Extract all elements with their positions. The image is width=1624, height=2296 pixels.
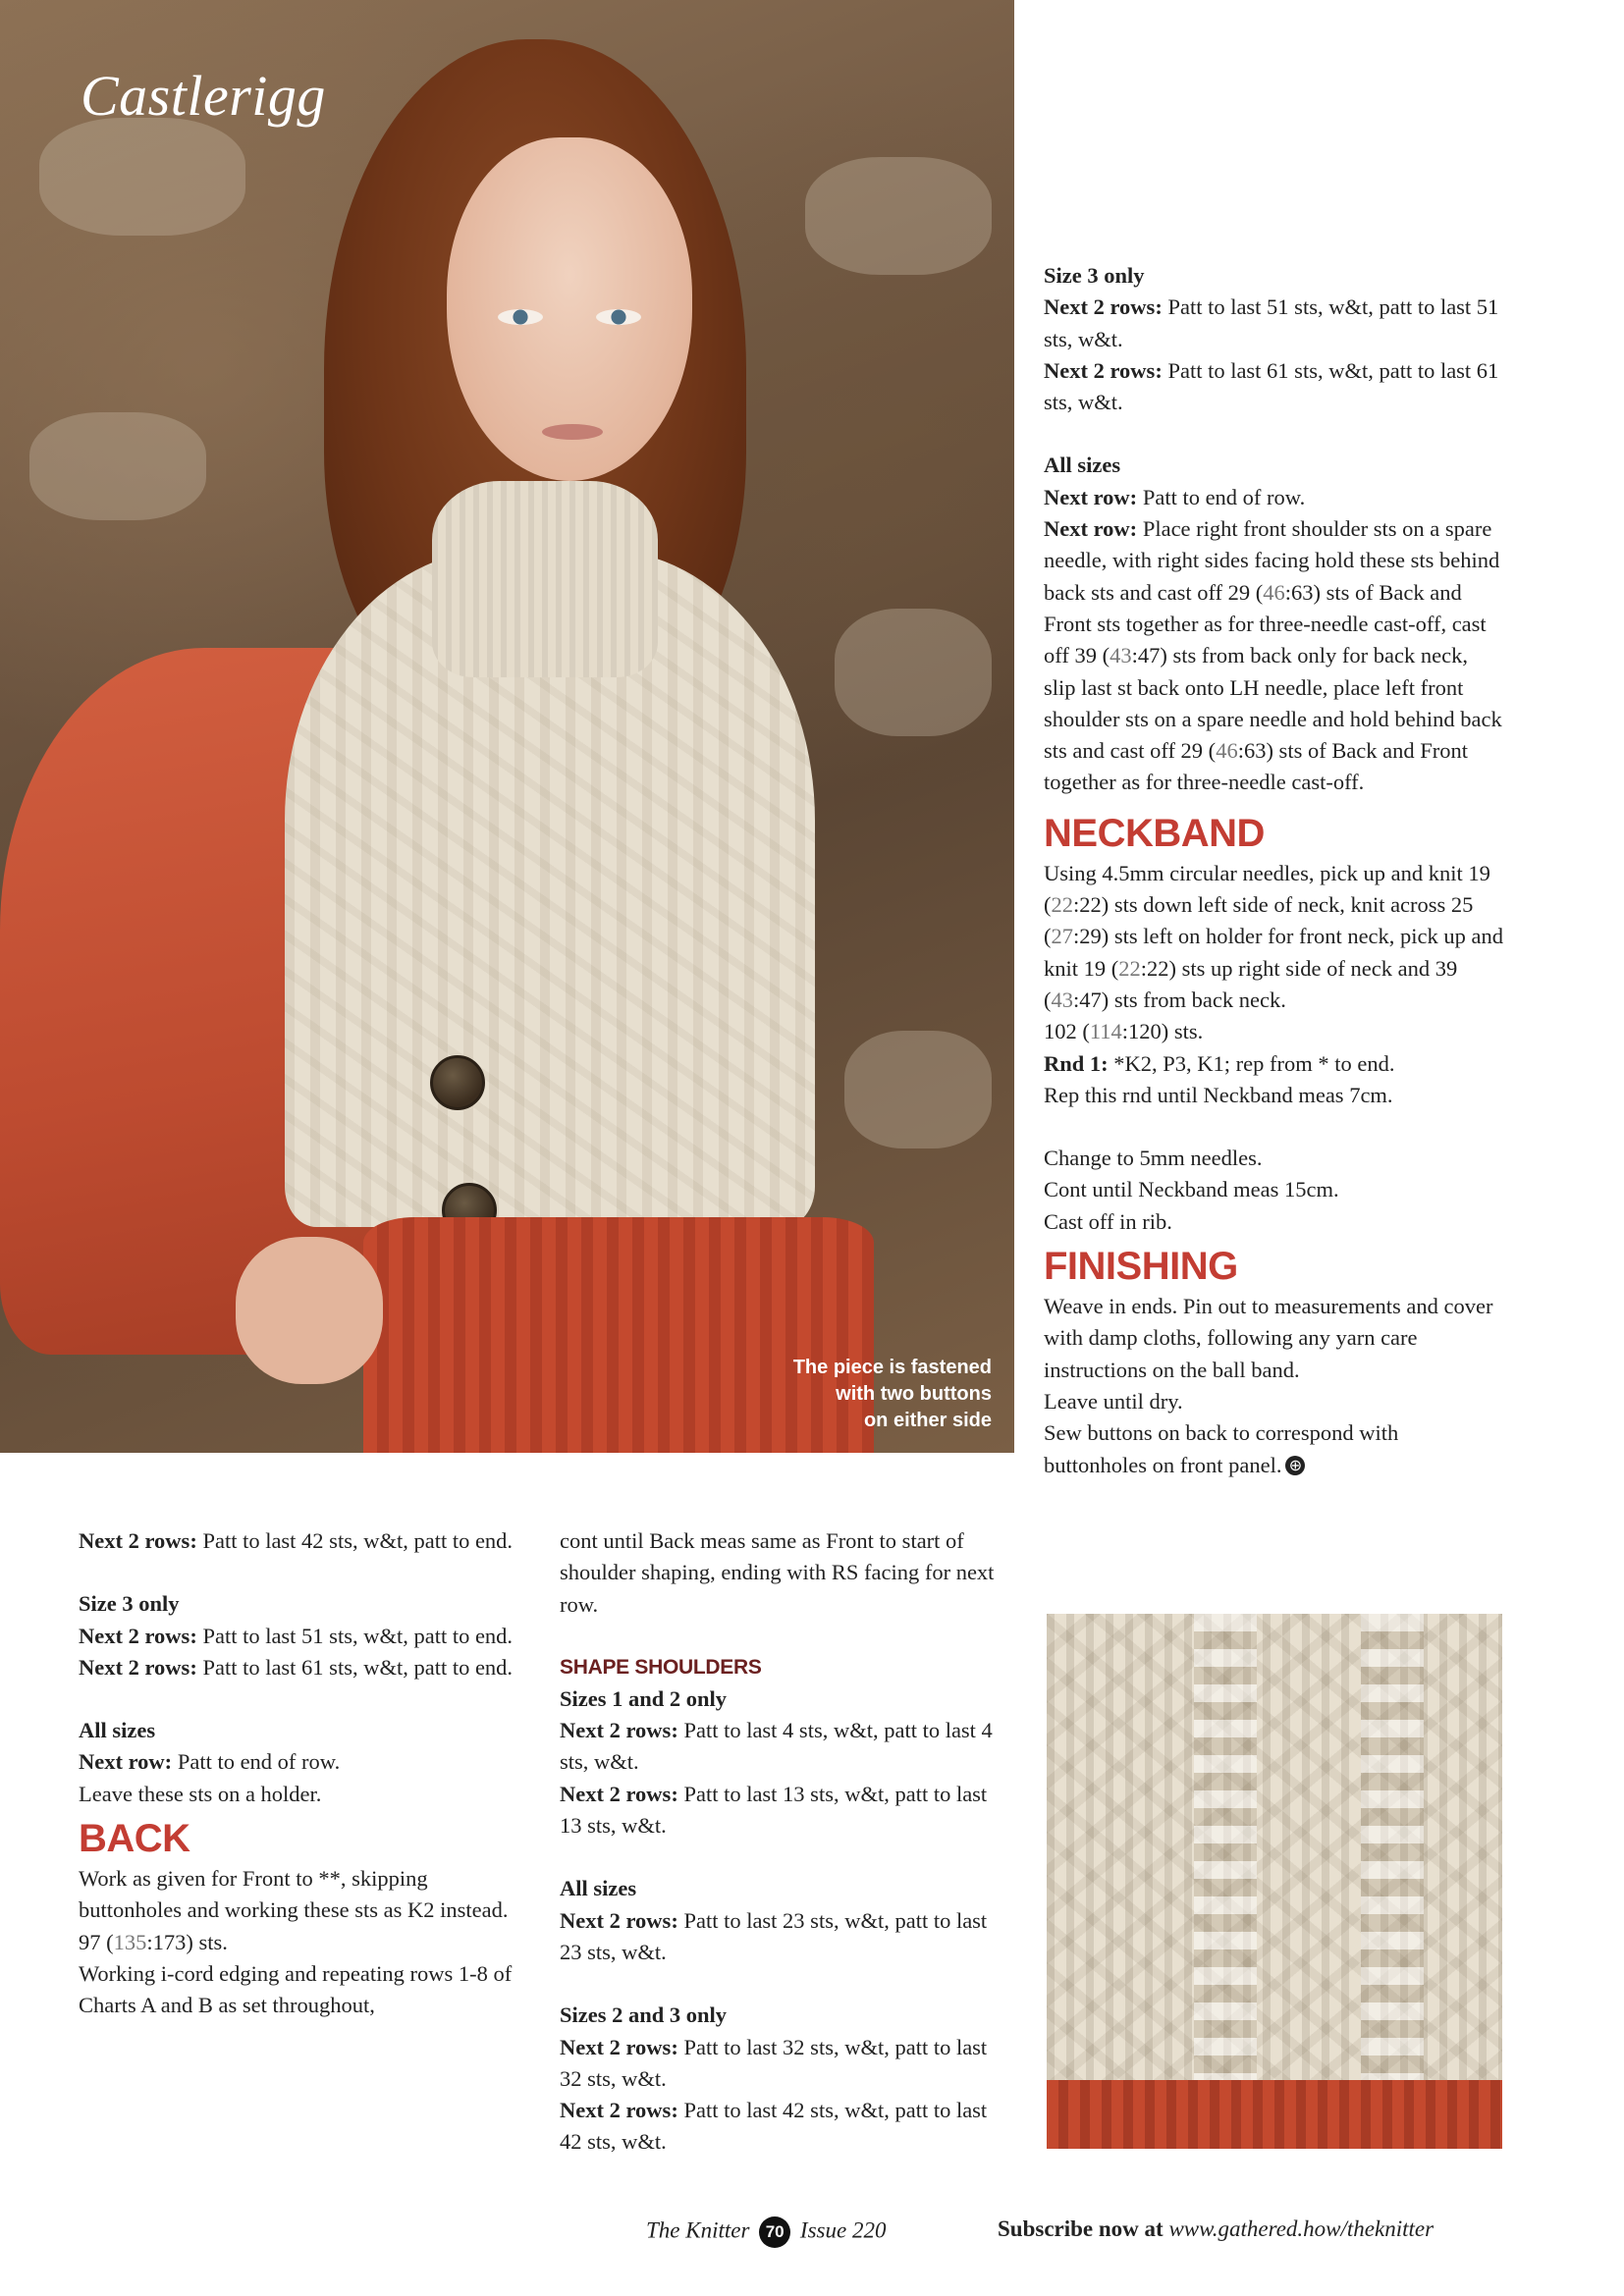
- footer-subscribe: Subscribe now at www.gathered.how/theknitter: [998, 2216, 1435, 2241]
- instruction: Next 2 rows: Patt to last 4 sts, w&t, patt to last 4 sts, w&t.: [560, 1718, 993, 1775]
- wall-stone: [844, 1031, 992, 1148]
- wall-stone: [835, 609, 992, 736]
- caption-line: on either side: [863, 1410, 992, 1431]
- subscribe-link[interactable]: www.gathered.how/theknitter: [1168, 2216, 1435, 2241]
- stitch-count: 97 (135:173) sts.: [79, 1929, 228, 1954]
- instruction: Rnd 1: *K2, P3, K1; rep from * to end.: [1044, 1050, 1395, 1076]
- instruction: Next 2 rows: Patt to last 61 sts, w&t, patt to last 61 sts, w&t.: [1044, 357, 1499, 415]
- caption-line: with two buttons: [836, 1383, 992, 1405]
- end-of-pattern-icon: ⊕: [1285, 1456, 1305, 1475]
- instruction: Sew buttons on back to correspond with buttonholes on front panel. ⊕: [1044, 1420, 1399, 1477]
- section-heading-shape-shoulders: SHAPE SHOULDERS: [560, 1655, 762, 1679]
- instruction: Leave until dry.: [1044, 1388, 1183, 1414]
- instruction: Cont until Neckband meas 15cm.: [1044, 1177, 1339, 1202]
- size-heading: Size 3 only: [79, 1591, 180, 1617]
- size-heading: Size 3 only: [1044, 263, 1145, 288]
- size-heading: All sizes: [1044, 453, 1121, 478]
- footer-issue: [646, 2216, 886, 2248]
- text-column-1: [79, 1525, 530, 2022]
- size-heading: All sizes: [560, 1876, 637, 1901]
- magazine-name: The Knitter: [646, 2217, 750, 2243]
- main-photo: [0, 0, 1014, 1453]
- text-column-3: [1044, 260, 1505, 1481]
- instruction: Change to 5mm needles.: [1044, 1146, 1263, 1171]
- eye: [596, 309, 641, 325]
- issue-number: Issue 220: [799, 2217, 887, 2243]
- roll-neck: [432, 481, 658, 677]
- eye: [498, 309, 543, 325]
- vest-button: [430, 1055, 485, 1110]
- size-heading: Sizes 1 and 2 only: [560, 1685, 728, 1711]
- instruction: Rep this rnd until Neckband meas 7cm.: [1044, 1082, 1393, 1107]
- instruction: Working i-cord edging and repeating rows 1-8 of Charts A and B as set throughout,: [79, 1960, 513, 2018]
- cable-stitch: [1194, 1614, 1257, 2149]
- stitch-count: 102 (114:120) sts.: [1044, 1019, 1204, 1044]
- instruction: Next row: Place right front shoulder sts on a spare needle, with right sides facing hold these sts behind back sts and cast off 29 (46:63) sts of Back and Front sts together as for three-needle cast-off, cast off 39 (43:47) sts from back only for back neck, slip last st back onto LH needle, place left front shoulder sts on a spare needle and hold behind back sts and cast off 29 (46:63) sts of Back and Front together as for three-needle cast-off.: [1044, 516, 1502, 795]
- instruction: Next 2 rows: Patt to last 13 sts, w&t, patt to last 13 sts, w&t.: [560, 1781, 988, 1839]
- page-number: 70: [759, 2216, 790, 2248]
- instruction: Next 2 rows: Patt to last 42 sts, w&t, patt to last 42 sts, w&t.: [560, 2098, 988, 2155]
- instruction: Cast off in rib.: [1044, 1208, 1172, 1234]
- instruction: Leave these sts on a holder.: [79, 1781, 322, 1806]
- wall-stone: [805, 157, 992, 275]
- pattern-title: Castlerigg: [81, 64, 326, 128]
- section-heading-finishing: FINISHING: [1044, 1245, 1238, 1289]
- model-face: [447, 137, 692, 481]
- instruction: Next 2 rows: Patt to last 32 sts, w&t, patt to last 32 sts, w&t.: [560, 2034, 988, 2091]
- instruction: Weave in ends. Pin out to measurements and cover with damp cloths, following any yarn care instructions on the ball band.: [1044, 1294, 1493, 1382]
- instruction: Work as given for Front to **, skipping buttonholes and working these sts as K2 instead.: [79, 1866, 509, 1923]
- model-hand: [236, 1237, 383, 1384]
- photo-caption: [687, 1355, 992, 1434]
- detail-photo: [1047, 1614, 1502, 2149]
- instruction: Next row: Patt to end of row.: [1044, 484, 1306, 509]
- instruction: Next 2 rows: Patt to last 51 sts, w&t, patt to end.: [79, 1623, 514, 1648]
- wall-stone: [39, 118, 245, 236]
- instruction: Next 2 rows: Patt to last 23 sts, w&t, patt to last 23 sts, w&t.: [560, 1907, 988, 1964]
- size-heading: Sizes 2 and 3 only: [560, 2002, 728, 2028]
- instruction: Next 2 rows: Patt to last 42 sts, w&t, patt to end.: [79, 1528, 514, 1553]
- instruction: Using 4.5mm circular needles, pick up and knit 19 (22:22) sts down left side of neck, knit across 25 (27:29) sts left on holder for front neck, pick up and knit 19 (22:22) sts up right side of neck and 39 (43:47) sts from back neck.: [1044, 860, 1504, 1012]
- instruction: Next row: Patt to end of row.: [79, 1749, 341, 1775]
- instruction: Next 2 rows: Patt to last 51 sts, w&t, patt to last 51 sts, w&t.: [1044, 294, 1499, 351]
- text-column-2: [560, 1525, 1013, 2159]
- cable-stitch: [1361, 1614, 1424, 2149]
- caption-line: The piece is fastened: [792, 1357, 992, 1378]
- size-heading: All sizes: [79, 1718, 156, 1743]
- section-heading-back: BACK: [79, 1817, 190, 1861]
- section-heading-neckband: NECKBAND: [1044, 811, 1265, 855]
- instruction: Next 2 rows: Patt to last 61 sts, w&t, patt to end.: [79, 1654, 514, 1680]
- red-skirt: [1047, 2080, 1502, 2149]
- wall-stone: [29, 412, 206, 520]
- instruction: cont until Back meas same as Front to start of shoulder shaping, ending with RS facing for next row.: [560, 1528, 995, 1617]
- lips: [542, 424, 603, 440]
